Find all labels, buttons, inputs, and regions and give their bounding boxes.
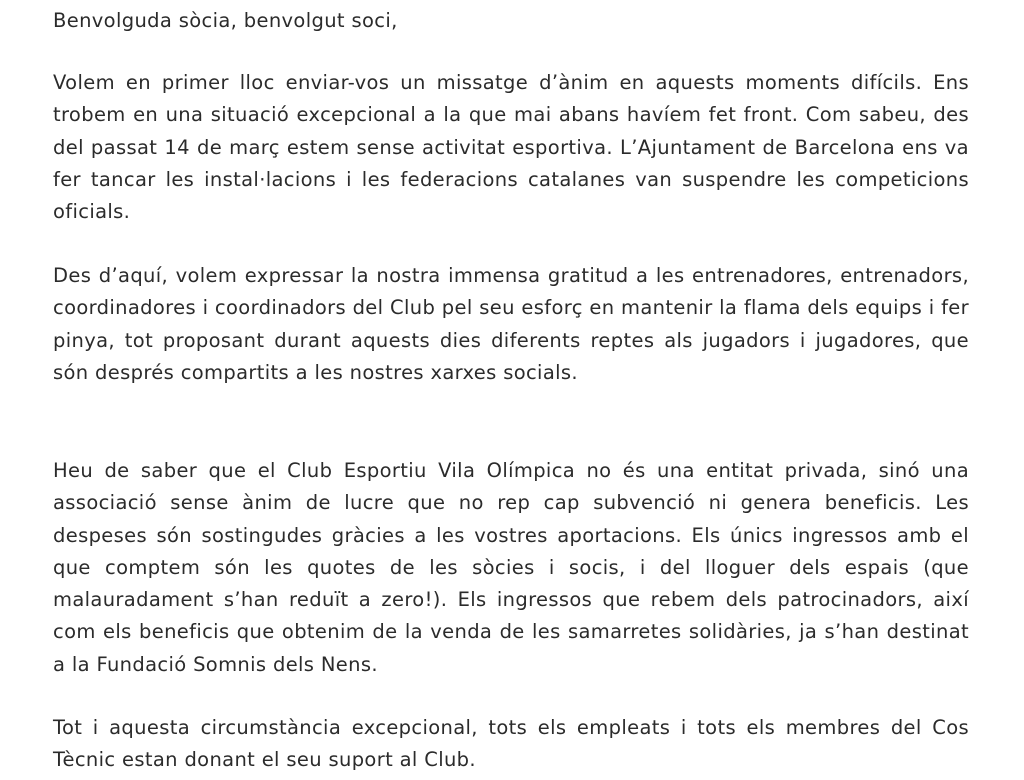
paragraph-encouragement: Volem en primer lloc enviar-vos un missatge d’ànim en aquests moments difícils. Ens trobem en una situació excepcional a la que mai abans havíem fet front. Com sabeu, des del passat 14 de març estem sense activitat esportiva. L’Ajuntament de Barcelona ens va fer tancar les instal·lacions i les federacions catalanes van suspendre les competicions oficials. [53, 71, 969, 224]
salutation: Benvolguda sòcia, benvolgut soci, [53, 9, 398, 32]
paragraph-support: Tot i aquesta circumstància excepcional, tots els empleats i tots els membres del Cos Tècnic estan donant el seu suport al Club. [53, 716, 969, 772]
paragraph-gratitude: Des d’aquí, volem expressar la nostra immensa gratitud a les entrenadores, entrenadors, coordinadores i coordinadors del Club pel seu esforç en mantenir la flama dels equips i fer pinya, tot proposant durant aquests dies diferents reptes als jugadors i jugadores, que són després compartits a les nostres xarxes socials. [53, 264, 969, 384]
paragraph-finances: Heu de saber que el Club Esportiu Vila Olímpica no és una entitat privada, sinó una associació sense ànim de lucre que no rep cap subvenció ni genera beneficis. Les despeses són sostingudes gràcies a les vostres aportacions. Els únics ingressos amb el que comptem són les quotes de les sòcies i socis, i del lloguer dels espais (que malauradament s’han reduït a zero!). Els ingressos que rebem dels patrocinadors, així com els beneficis que obtenim de la venda de les samarretes solidàries, ja s’han destinat a la Fundació Somnis dels Nens. [53, 459, 969, 676]
